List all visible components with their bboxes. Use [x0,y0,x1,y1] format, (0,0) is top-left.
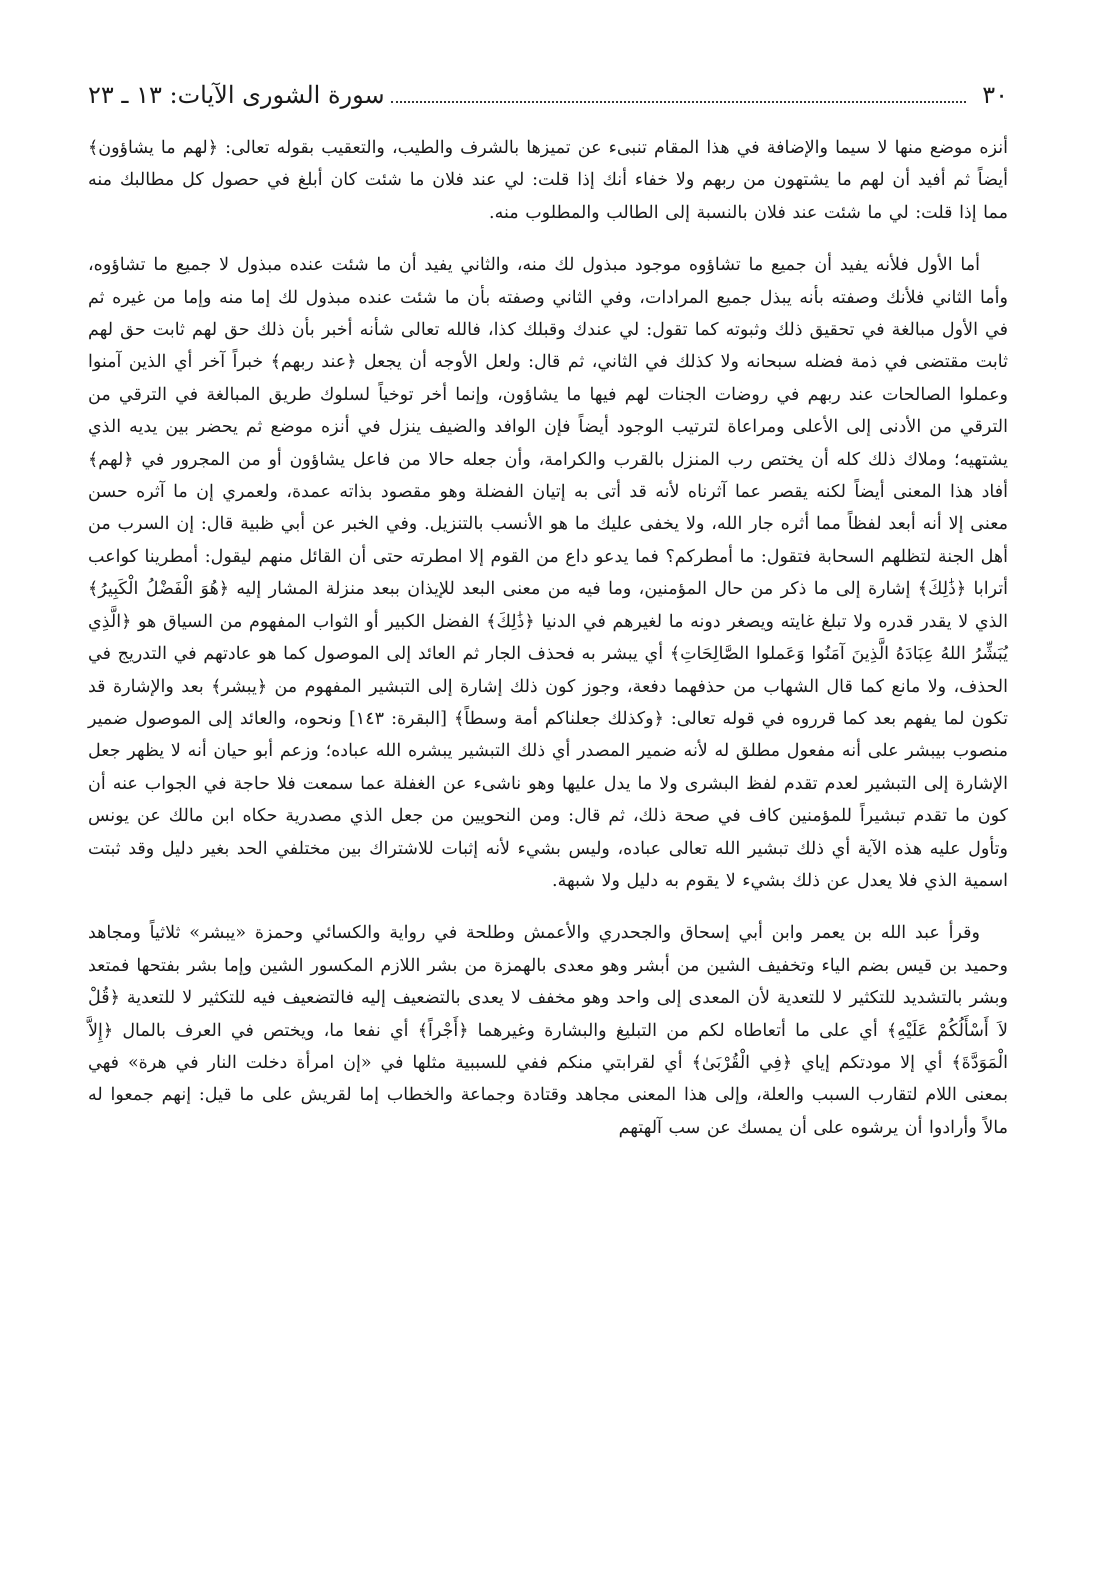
page-number: ٣٠ [982,81,1008,109]
page [88,78,1008,1144]
surah-title: سورة الشورى الآيات: ١٣ ـ ٢٣ [88,81,385,109]
paragraph-gap [88,897,1008,917]
header-dot-leader [391,100,967,103]
running-header [88,78,1008,118]
paragraph-3: وقرأ عبد الله بن يعمر وابن أبي إسحاق والجحدري والأعمش وطلحة في رواية والكسائي وحمزة «يبشر» ثلاثياً ومجاهد وحميد بن قيس بضم الياء وتخفيف الشين من أبشر وهو معدى بالهمزة من بشر اللازم المكسور الشين وإما بشر بفتحها فمتعد وبشر بالتشديد للتكثير لا للتعدية لأن المعدى إلى واحد وهو مخفف لا يعدى بالتضعيف إليه فالتضعيف فيه للتكثير لا للتعدية ﴿قُلْ لاَ أَسْأَلُكُمْ عَلَيْهِ﴾ أي على ما أتعاطاه لكم من التبليغ والبشارة وغيرهما ﴿أَجْراً﴾ أي نفعا ما، ويختص في العرف بالمال ﴿إِلاَّ الْمَوَدَّةَ﴾ أي إلا مودتكم إياي ﴿فِي الْقُرْبَىٰ﴾ أي لقرابتي منكم ففي للسببية مثلها في «إن امرأة دخلت النار في هرة» فهي بمعنى اللام لتقارب السبب والعلة، وإلى هذا المعنى مجاهد وقتادة وجماعة والخطاب إما لقريش على ما قيل: إنهم جمعوا له مالاً وأرادوا أن يرشوه على أن يمسك عن سب آلهتهم [88,923,1008,1138]
paragraph-1: أنزه موضع منها لا سيما والإضافة في هذا المقام تنبىء عن تميزها بالشرف والطيب، والتعقيب بقوله تعالى: ﴿لهم ما يشاؤون﴾ أيضاً ثم أفيد أن لهم ما يشتهون من ربهم ولا خفاء أنك إذا قلت: لي عند فلان ما شئت كان أبلغ في حصول كل مطالبك منه مما إذا قلت: لي ما شئت عند فلان بالنسبة إلى الطالب والمطلوب منه. [88,138,1008,223]
paragraph-gap [88,229,1008,249]
paragraph-2: أما الأول فلأنه يفيد أن جميع ما تشاؤوه موجود مبذول لك منه، والثاني يفيد أن ما شئت عنده مبذول لا جميع ما تشاؤوه، وأما الثاني فلأنك وصفته بأنه يبذل جميع المرادات، وفي الثاني وصفته بأن ما شئت عنده مبذول لك إما منه وإما من غيره ثم في الأول مبالغة في تحقيق ذلك وثبوته كما تقول: لي عندك وقبلك كذا، فالله تعالى شأنه أخبر بأن ذلك حق لهم ثابت حق لهم ثابت مقتضى في ذمة فضله سبحانه ولا كذلك في الثاني، ثم قال: ولعل الأوجه أن يجعل ﴿عند ربهم﴾ خبراً آخر أي الذين آمنوا وعملوا الصالحات عند ربهم في روضات الجنات لهم فيها ما يشاؤون، وإنما أخر توخياً لسلوك طريق المبالغة في الترقي من الترقي من الأدنى إلى الأعلى ومراعاة لترتيب الوجود أيضاً فإن الوافد والضيف ينزل في أنزه موضع ثم يحضر بين يديه الذي يشتهيه؛ وملاك ذلك كله أن يختص رب المنزل بالقرب والكرامة، وأن جعله حالا من فاعل يشاؤون أو من المجرور في ﴿لهم﴾ أفاد هذا المعنى أيضاً لكنه يقصر عما آثرناه لأنه قد أتى به إتيان الفضلة وهو مقصود بذاته عمدة، ولعمري إن ما آثره حسن معنى إلا أنه أبعد لفظاً مما أثره جار الله، ولا يخفى عليك ما هو الأنسب بالتنزيل. وفي الخبر عن أبي ظبية قال: إن السرب من أهل الجنة لتظلهم السحابة فتقول: ما أمطركم؟ فما يدعو داع من القوم إلا امطرته حتى أن القائل منهم ليقول: أمطرينا كواعب أترابا ﴿ذَٰلِكَ﴾ إشارة إلى ما ذكر من حال المؤمنين، وما فيه من معنى البعد للإيذان ببعد منزلة المشار إليه ﴿هُوَ الْفَضْلُ الْكَبِيرُ﴾ الذي لا يقدر قدره ولا تبلغ غايته ويصغر دونه ما لغيرهم في الدنيا ﴿ذَٰلِكَ﴾ الفضل الكبير أو الثواب المفهوم من السياق هو ﴿الَّذِي يُبَشِّرُ اللهُ عِبَادَهُ الَّذِينَ آمَنُوا وَعَملوا الصَّالِحَاتِ﴾ أي يبشر به فحذف الجار ثم العائد إلى الموصول كما هو عادتهم في التدريج في الحذف، ولا مانع كما قال الشهاب من حذفهما دفعة، وجوز كون ذلك إشارة إلى التبشير المفهوم من ﴿يبشر﴾ بعد والإشارة قد تكون لما يفهم بعد كما قرروه في قوله تعالى: ﴿وكذلك جعلناكم أمة وسطاً﴾ [البقرة: ١٤٣] ونحوه، والعائد إلى الموصول ضمير منصوب بيبشر على أنه مفعول مطلق له لأنه ضمير المصدر أي ذلك التبشير يبشره الله عباده؛ وزعم أبو حيان أنه لا يظهر جعل الإشارة إلى التبشير لعدم تقدم لفظ البشرى ولا ما يدل عليها وهو ناشىء عن الغفلة عما سمعت فلا حاجة في الجواب عنه أن كون ما تقدم تبشيراً للمؤمنين كاف في صحة ذلك، ثم قال: ومن النحويين من جعل الذي مصدرية حكاه ابن مالك عن يونس وتأول عليه هذه الآية أي ذلك تبشير الله تعالى عباده، وليس بشيء لأنه إثبات للاشتراك بين مختلفي الحد بغير دليل وقد ثبتت اسمية الذي فلا يعدل عن ذلك بشيء لا يقوم به دليل ولا شبهة. [88,255,1009,891]
